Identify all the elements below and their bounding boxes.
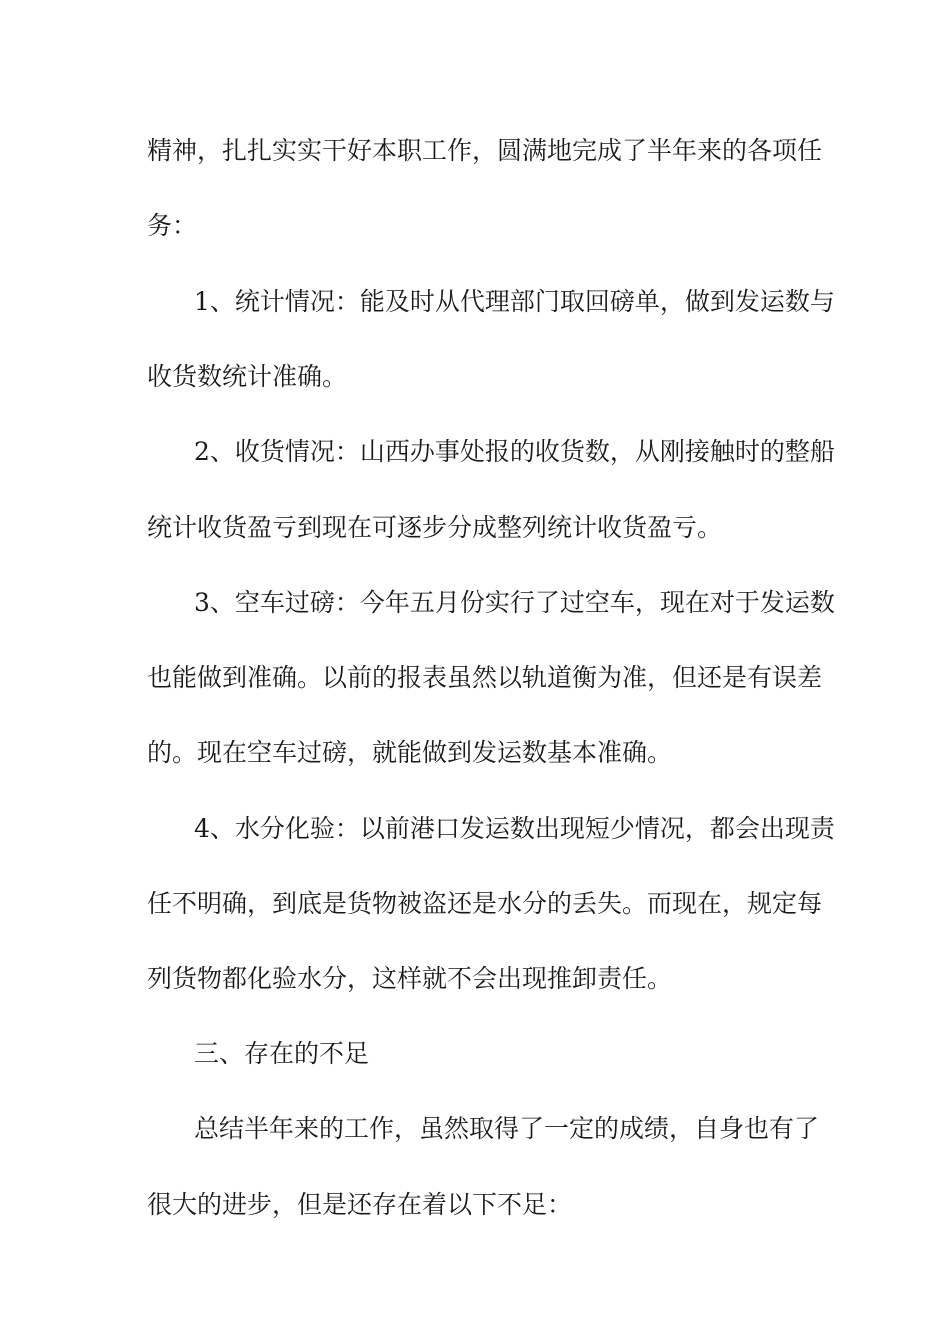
paragraph-line: 收货数统计准确。	[147, 362, 348, 391]
paragraph-line: 任不明确，到底是货物被盗还是水分的丢失。而现在，规定每	[147, 889, 823, 918]
paragraph-line: 精神，扎扎实实干好本职工作，圆满地完成了半年来的各项任	[147, 136, 823, 165]
paragraph-line: 的。现在空车过磅，就能做到发运数基本准确。	[147, 738, 673, 767]
paragraph-line: 列货物都化验水分，这样就不会出现推卸责任。	[147, 964, 673, 993]
paragraph-line: 总结半年来的工作，虽然取得了一定的成绩，自身也有了	[194, 1114, 820, 1143]
list-item-moisture-test: 4、水分化验：以前港口发运数出现短少情况，都会出现责	[194, 814, 835, 843]
section-heading: 三、存在的不足	[194, 1039, 370, 1068]
paragraph-line: 统计收货盈亏到现在可逐步分成整列统计收货盈亏。	[147, 513, 723, 542]
paragraph-line: 也能做到准确。以前的报表虽然以轨道衡为准，但还是有误差	[147, 663, 823, 692]
list-item-statistics: 1、统计情况：能及时从代理部门取回磅单，做到发运数与	[194, 287, 835, 316]
list-item-receiving: 2、收货情况：山西办事处报的收货数，从刚接触时的整船	[194, 437, 835, 466]
paragraph-line: 务：	[147, 211, 198, 240]
list-item-empty-weighing: 3、空车过磅：今年五月份实行了过空车，现在对于发运数	[194, 588, 835, 617]
paragraph-line: 很大的进步，但是还存在着以下不足：	[147, 1190, 573, 1219]
